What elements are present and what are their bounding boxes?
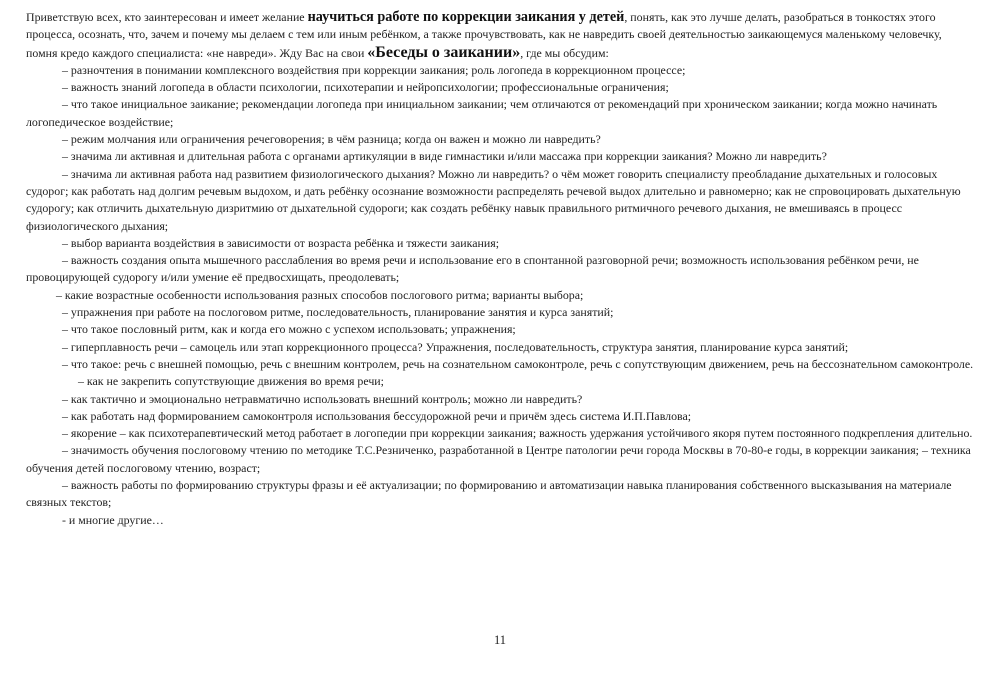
list-item: – важность знаний логопеда в области психологии, психотерапии и нейропсихологии; профессиональные ограничения;	[62, 80, 669, 95]
list-item: – упражнения при работе на послоговом ритме, последовательность, планирование занятия и курса занятий;	[62, 305, 614, 320]
list-item: – что такое: речь с внешней помощью, речь с внешним контролем, речь на сознательном самоконтроле, речь с сопутствующим движением, речь на бессознательном самоконтроле.	[62, 356, 974, 371]
list-item: - и многие другие…	[62, 512, 164, 527]
intro-emphasis-2: «Беседы о заикании»	[367, 43, 521, 61]
list-item: – как работать над формированием самоконтроля использования бессудорожной речи и причём здесь система И.П.Павлова;	[62, 408, 692, 423]
intro-text-3: , где мы обсудим:	[520, 45, 609, 60]
page-number: 11	[493, 633, 507, 647]
intro-text-1: Приветствую всех, кто заинтересован и имеет желание	[26, 10, 308, 24]
list-item: – что такое пословный ритм, как и когда его можно с успехом использовать; упражнения;	[62, 322, 516, 337]
list-item: – как не закрепить сопутствующие движения во время речи;	[78, 374, 384, 389]
list-item: – важность работы по формированию структуры фразы и её актуализации; по формированию и автоматизации навыка планирования собственного высказывания на материале связных текстов;	[26, 478, 952, 510]
list-item: – выбор варианта воздействия в зависимости от возраста ребёнка и тяжести заикания;	[62, 235, 499, 250]
intro-paragraph	[26, 9, 976, 62]
list-item: – значимость обучения послоговому чтению по методике Т.С.Резниченко, разработанной в Центре патологии речи города Москвы в 70-80-е годы, в коррекции заикания; – техника обучения детей послоговому чтению, возраст;	[26, 443, 971, 475]
list-item: – какие возрастные особенности использования разных способов послогового ритма; варианты выбора;	[56, 287, 584, 302]
list-item: – гиперплавность речи – самоцель или этап коррекционного процесса? Упражнения, последовательность, структура занятия, планирование курса занятий;	[62, 339, 849, 354]
intro-emphasis-1: научиться работе по коррекции заикания у детей	[307, 9, 625, 25]
list-item: – что такое инициальное заикание; рекомендации логопеда при инициальном заикании; чем отличаются от рекомендаций при хроническом заикании; когда можно начинать логопедическое воздействие;	[26, 97, 938, 129]
document-page	[26, 9, 976, 529]
list-item: – якорение – как психотерапевтический метод работает в логопедии при коррекции заикания; важность удержания устойчивого якоря путем постоянного подкрепления длительно.	[62, 426, 973, 441]
list-item: – значима ли активная работа над развитием физиологического дыхания? Можно ли навредить? о чём может говорить специалисту преобладание дыхательных и голосовых судорог; как работать над долгим речевым выдохом, и дать ребёнку осознание возможности распределять речевой выдох длительно и равномерно; как не спровоцировать дыхательную судорогу; как отличить дыхательную дизритмию от дыхательной судороги; как создать ребёнку навык правильного ритмичного речевого дыхания, не вмешиваясь в процесс физиологического дыхания;	[26, 166, 961, 233]
list-item: – как тактично и эмоционально нетравматично использовать внешний контроль; можно ли навредить?	[62, 391, 583, 406]
list-item: – режим молчания или ограничения речеговорения; в чём разница; когда он важен и можно ли навредить?	[62, 132, 601, 147]
list-item: – важность создания опыта мышечного расслабления во время речи и использование его в спонтанной разговорной речи; возможность использования ребёнком речи, не провоцирующей судорогу и/или умение её предвосхищать, преодолевать;	[26, 253, 919, 285]
intro-text-2: , понять, как это лучше делать, разобраться в тонкостях этого процесса, осознать, что, зачем и почему мы делаем с тем или иным ребёнком, а также прочувствовать, как не навредить своей деятельностью заикающемуся маленькому человечку, помня кредо каждого специалиста: «не навреди». Жду Вас на свои	[26, 10, 942, 60]
list-item: – разночтения в понимании комплексного воздействия при коррекции заикания; роль логопеда в коррекционном процессе;	[62, 62, 686, 77]
list-item: – значима ли активная и длительная работа с органами артикуляции в виде гимнастики и/или массажа при коррекции заикания? Можно ли навредить?	[62, 149, 827, 164]
